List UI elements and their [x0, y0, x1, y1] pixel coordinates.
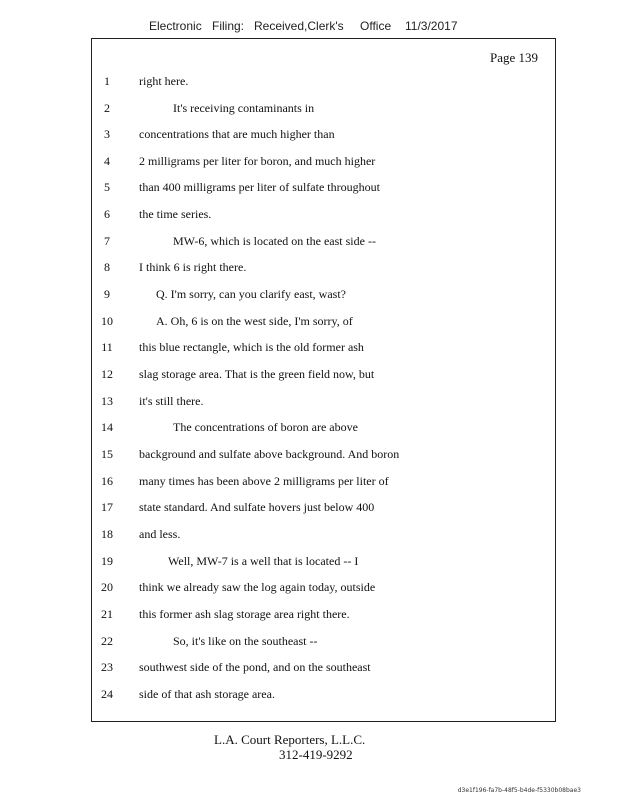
transcript-line [0, 234, 618, 254]
line-number: 20 [101, 580, 113, 594]
line-text: Q. I'm sorry, can you clarify east, wast? [156, 287, 346, 301]
transcript-line [0, 260, 618, 280]
line-text: this blue rectangle, which is the old former ash [139, 340, 364, 354]
line-text: The concentrations of boron are above [173, 420, 358, 434]
filing-header [0, 19, 618, 35]
line-number: 16 [101, 473, 113, 488]
filing-header-date: 11/3/2017 [405, 19, 458, 33]
line-text: think we already saw the log again today, outside [139, 580, 376, 594]
line-number: 18 [101, 527, 113, 541]
line-number: 7 [104, 233, 110, 248]
line-text: southwest side of the pond, and on the southeast [139, 660, 371, 674]
transcript-line [0, 314, 618, 334]
line-number: 21 [101, 607, 113, 621]
line-number: 3 [104, 127, 110, 141]
transcript-line [0, 101, 618, 121]
transcript-line [0, 127, 618, 147]
line-text: slag storage area. That is the green field now, but [139, 367, 375, 381]
line-text: the time series. [139, 207, 212, 221]
line-text: background and sulfate above background. And boron [139, 447, 400, 461]
line-text: Well, MW-7 is a well that is located -- I [168, 553, 359, 568]
line-number: 10 [101, 313, 113, 328]
transcript-line [0, 554, 618, 574]
line-number: 15 [101, 447, 113, 461]
line-number: 19 [101, 553, 113, 568]
transcript-line [0, 340, 618, 360]
line-text: So, it's like on the southeast -- [173, 633, 318, 648]
filing-header-office: Office [360, 19, 392, 33]
line-number: 2 [104, 100, 110, 115]
line-number: 6 [104, 207, 110, 221]
document-hash: d3e1f196-fa7b-48f5-b4de-f5330b08bae3 [457, 787, 581, 794]
filing-header-electronic: Electronic [149, 19, 202, 33]
line-number: 13 [101, 393, 113, 408]
transcript-line [0, 74, 618, 94]
transcript-line [0, 154, 618, 174]
line-text: and less. [139, 527, 181, 541]
transcript-line [0, 660, 618, 680]
line-number: 22 [101, 633, 113, 648]
transcript-line [0, 687, 618, 707]
transcript-line [0, 474, 618, 494]
transcript-line [0, 394, 618, 414]
line-text: A. Oh, 6 is on the west side, I'm sorry, of [156, 313, 353, 328]
line-number: 9 [104, 287, 110, 301]
line-text: it's still there. [139, 393, 204, 408]
transcript-line [0, 207, 618, 227]
transcript-line [0, 180, 618, 200]
transcript-line [0, 527, 618, 547]
transcript-line [0, 367, 618, 387]
court-reporter-phone: 312-419-9292 [279, 747, 353, 762]
line-number: 11 [101, 340, 113, 354]
line-text: It's receiving contaminants in [173, 100, 315, 115]
transcript-line [0, 447, 618, 467]
transcript-line [0, 580, 618, 600]
transcript-line [0, 607, 618, 627]
transcript-line [0, 634, 618, 654]
line-number: 17 [101, 500, 113, 514]
line-number: 5 [104, 180, 110, 194]
line-text: many times has been above 2 milligrams per liter of [139, 473, 389, 488]
transcript-line [0, 420, 618, 440]
line-text: side of that ash storage area. [139, 687, 275, 701]
line-number: 12 [101, 367, 113, 381]
line-number: 24 [101, 687, 113, 701]
page-number: Page 139 [489, 50, 538, 65]
filing-header-received: Received,Clerk's [254, 19, 344, 33]
line-text: than 400 milligrams per liter of sulfate throughout [139, 180, 380, 194]
line-number: 4 [104, 153, 110, 168]
court-reporter-firm: L.A. Court Reporters, L.L.C. [214, 732, 366, 747]
filing-header-filing: Filing: [212, 19, 245, 33]
transcript-line [0, 500, 618, 520]
line-text: 2 milligrams per liter for boron, and much higher [139, 153, 376, 168]
line-number: 8 [104, 260, 110, 274]
line-text: I think 6 is right there. [139, 260, 247, 274]
line-text: right here. [139, 74, 189, 88]
line-number: 1 [104, 74, 110, 88]
line-text: MW-6, which is located on the east side -- [173, 233, 376, 248]
line-text: this former ash slag storage area right there. [139, 607, 350, 621]
line-text: state standard. And sulfate hovers just below 400 [139, 500, 375, 514]
line-text: concentrations that are much higher than [139, 127, 335, 141]
line-number: 14 [101, 420, 113, 434]
transcript-line [0, 287, 618, 307]
line-number: 23 [101, 660, 113, 674]
